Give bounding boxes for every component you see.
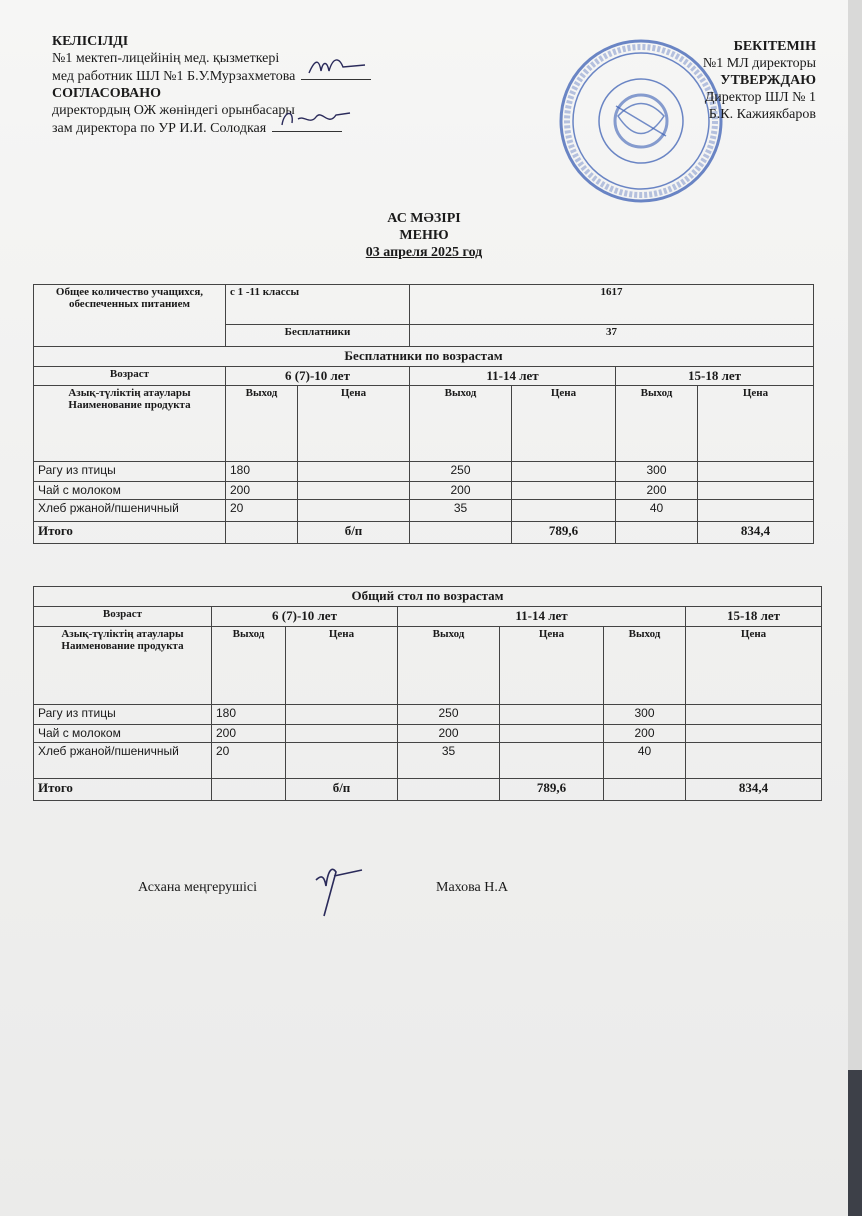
- classes-value: 1617: [410, 285, 814, 325]
- col-out: Выход: [226, 386, 298, 462]
- canteen-head-name: Махова Н.А: [436, 880, 508, 895]
- output-value: 200: [410, 482, 512, 500]
- page-edge: [848, 0, 862, 1216]
- approval-block-right: [703, 38, 816, 123]
- col-price: Цена: [512, 386, 616, 462]
- approve-ru-label: УТВЕРЖДАЮ: [720, 73, 816, 88]
- output-value: 20: [212, 743, 286, 779]
- general-meals-table: [33, 586, 822, 801]
- age-label: Возраст: [34, 607, 212, 627]
- approve-kz-label: БЕКІТЕМІН: [733, 39, 816, 54]
- table-row: [34, 743, 822, 779]
- canteen-head-role: Асхана меңгерушісі: [138, 880, 257, 895]
- col-price: Цена: [500, 627, 604, 705]
- age-group-2: 11-14 лет: [410, 367, 616, 386]
- output-value: 250: [410, 462, 512, 482]
- output-value: 300: [604, 705, 686, 725]
- deputy-ru-line: зам директора по УР И.И. Солодкая: [52, 119, 371, 137]
- total-value: 789,6: [512, 522, 616, 544]
- official-seal: [556, 36, 726, 206]
- title-ru: МЕНЮ: [399, 228, 449, 243]
- table-row: [34, 725, 822, 743]
- age-group-3: 15-18 лет: [616, 367, 814, 386]
- table-row: [34, 482, 814, 500]
- free-label: Бесплатники: [226, 325, 410, 347]
- classes-label: с 1 -11 классы: [226, 285, 410, 325]
- approval-block-left: [52, 33, 371, 137]
- total-value: 834,4: [698, 522, 814, 544]
- output-value: 200: [604, 725, 686, 743]
- output-value: 40: [616, 500, 698, 522]
- total-label: Итого: [34, 779, 212, 801]
- total-label: Итого: [34, 522, 226, 544]
- total-row: [34, 522, 814, 544]
- col-out: Выход: [616, 386, 698, 462]
- agreed-ru-label: СОГЛАСОВАНО: [52, 86, 161, 101]
- col-price: Цена: [286, 627, 398, 705]
- deputy-signature: [272, 119, 342, 132]
- output-value: 40: [604, 743, 686, 779]
- summary-label: Общее количество учащихся, обеспеченных питанием: [34, 285, 226, 347]
- product-header: Азық-түліктің атаулары Наименование продукта: [34, 386, 226, 462]
- age-group-1: 6 (7)-10 лет: [226, 367, 410, 386]
- output-value: 250: [398, 705, 500, 725]
- medic-kz-line: №1 мектеп-лицейінің мед. қызметкері: [52, 51, 280, 66]
- col-price: Цена: [698, 386, 814, 462]
- product-name: Хлеб ржаной/пшеничный: [34, 743, 212, 779]
- free-table-title: Бесплатники по возрастам: [34, 347, 814, 367]
- age-group-2: 11-14 лет: [398, 607, 686, 627]
- agreed-kz-label: КЕЛІСІЛДІ: [52, 34, 129, 49]
- product-name: Рагу из птицы: [34, 705, 212, 725]
- medic-ru-line: мед работник ШЛ №1 Б.У.Мурзахметова: [52, 67, 371, 85]
- director-kz-line: №1 МЛ директоры: [702, 56, 816, 71]
- col-price: Цена: [686, 627, 822, 705]
- col-out: Выход: [410, 386, 512, 462]
- output-value: 35: [398, 743, 500, 779]
- background-strip: [848, 1070, 862, 1216]
- output-value: 20: [226, 500, 298, 522]
- product-name: Хлеб ржаной/пшеничный: [34, 500, 226, 522]
- product-name: Чай с молоком: [34, 482, 226, 500]
- output-value: 200: [616, 482, 698, 500]
- canteen-head-signature: [306, 850, 376, 925]
- total-value: 834,4: [686, 779, 822, 801]
- director-ru-line: Директор ШЛ № 1: [704, 90, 816, 105]
- product-name: Рагу из птицы: [34, 462, 226, 482]
- output-value: 200: [212, 725, 286, 743]
- general-table-title: Общий стол по возрастам: [34, 587, 822, 607]
- age-group-1: 6 (7)-10 лет: [212, 607, 398, 627]
- output-value: 180: [212, 705, 286, 725]
- free-meals-table: [33, 284, 814, 544]
- output-value: 180: [226, 462, 298, 482]
- age-group-3: 15-18 лет: [686, 607, 822, 627]
- total-value: 789,6: [500, 779, 604, 801]
- table-row: [34, 500, 814, 522]
- total-value: б/п: [298, 522, 410, 544]
- output-value: 200: [398, 725, 500, 743]
- free-value: 37: [410, 325, 814, 347]
- menu-date: 03 апреля 2025 год: [365, 245, 483, 260]
- total-row: [34, 779, 822, 801]
- col-price: Цена: [298, 386, 410, 462]
- product-name: Чай с молоком: [34, 725, 212, 743]
- total-value: б/п: [286, 779, 398, 801]
- output-value: 300: [616, 462, 698, 482]
- product-header: Азық-түліктің атаулары Наименование продукта: [34, 627, 212, 705]
- medic-signature: [301, 67, 371, 80]
- col-out: Выход: [398, 627, 500, 705]
- output-value: 200: [226, 482, 298, 500]
- output-value: 35: [410, 500, 512, 522]
- age-label: Возраст: [34, 367, 226, 386]
- table-row: [34, 462, 814, 482]
- deputy-kz-line: директордың ОЖ жөніндегі орынбасары: [52, 103, 295, 118]
- col-out: Выход: [212, 627, 286, 705]
- director-name: Б.К. Кажиякбаров: [708, 107, 816, 122]
- menu-title-block: [0, 210, 848, 261]
- col-out: Выход: [604, 627, 686, 705]
- title-kz: АС МӘЗІРІ: [387, 211, 461, 226]
- table-row: [34, 705, 822, 725]
